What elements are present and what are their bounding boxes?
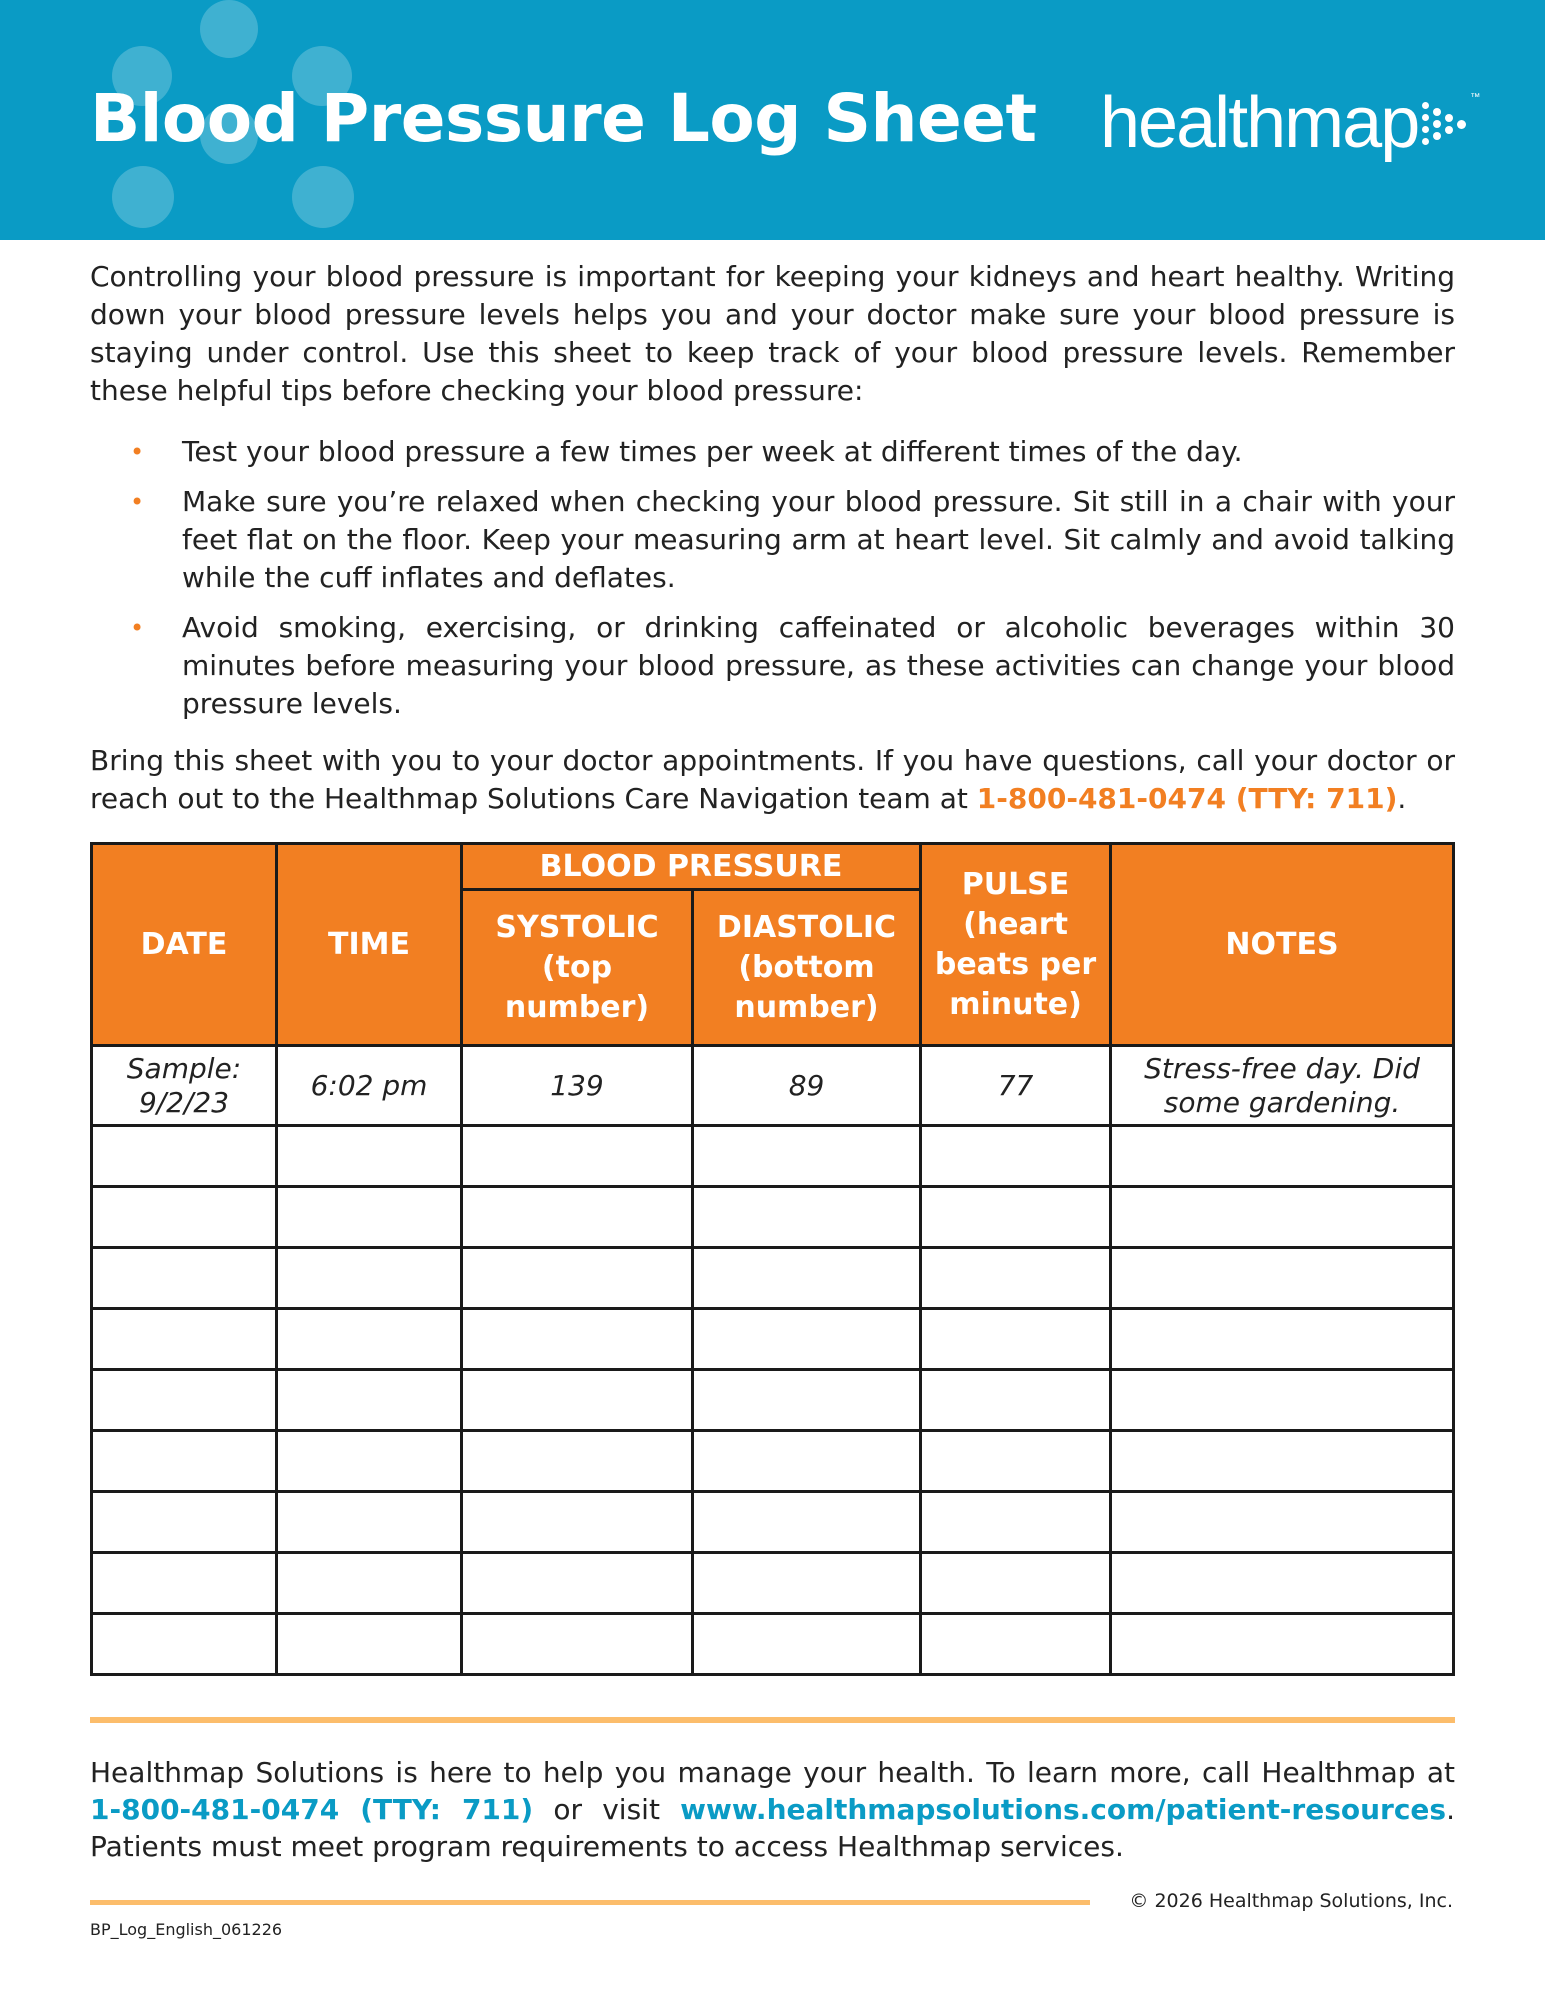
systolic-entry-cell[interactable]: [462, 1370, 693, 1431]
notes-entry-cell[interactable]: [1111, 1248, 1454, 1309]
footer-paragraph: [90, 1754, 1455, 1865]
notes-entry-cell[interactable]: [1111, 1370, 1454, 1431]
time-entry-cell[interactable]: [277, 1248, 462, 1309]
date-entry-cell[interactable]: [92, 1187, 277, 1248]
closing-paragraph: [90, 742, 1455, 818]
date-entry-cell[interactable]: [92, 1553, 277, 1614]
notes-entry-cell[interactable]: [1111, 1553, 1454, 1614]
column-header-pulse: PULSE (heart beats per minute): [921, 844, 1111, 1046]
systolic-entry-cell[interactable]: [462, 1553, 693, 1614]
pulse-entry-cell[interactable]: [921, 1553, 1111, 1614]
healthmap-logo: [1100, 78, 1480, 168]
column-header-notes: NOTES: [1111, 844, 1454, 1046]
footer-phone-link[interactable]: 1-800-481-0474 (TTY: 711): [90, 1793, 534, 1826]
footer-text-3: . Patients must meet program requirements to access Healthmap services.: [90, 1793, 1455, 1863]
empty-log-row: [92, 1553, 1454, 1614]
time-entry-cell[interactable]: [277, 1553, 462, 1614]
tip-item: [90, 483, 1455, 597]
footer-text-1: Healthmap Solutions is here to help you manage your health. To learn more, call Healthmap at: [90, 1756, 1455, 1789]
footer-divider: [90, 1717, 1455, 1723]
tip-text: Avoid smoking, exercising, or drinking caffeinated or alcoholic beverages within 30 minutes before measuring your blood pressure, as these activities can change your blood pressure levels.: [182, 611, 1455, 720]
copyright-notice: © 2026 Healthmap Solutions, Inc.: [1129, 1890, 1453, 1912]
bullet-icon: •: [130, 438, 145, 466]
time-entry-cell[interactable]: [277, 1187, 462, 1248]
notes-entry-cell[interactable]: [1111, 1431, 1454, 1492]
systolic-entry-cell[interactable]: [462, 1492, 693, 1553]
closing-text: Bring this sheet with you to your doctor appointments. If you have questions, call your doctor or reach out to the Healthmap Solutions Care Navigation team at: [90, 744, 1455, 815]
time-entry-cell[interactable]: [277, 1126, 462, 1187]
systolic-entry-cell[interactable]: [462, 1187, 693, 1248]
pulse-entry-cell[interactable]: [921, 1492, 1111, 1553]
logo-dots-icon: [1422, 100, 1470, 164]
decorative-dot: [292, 166, 354, 228]
sample-diastolic-cell: 89: [693, 1046, 921, 1126]
date-entry-cell[interactable]: [92, 1248, 277, 1309]
systolic-entry-cell[interactable]: [462, 1431, 693, 1492]
diastolic-entry-cell[interactable]: [693, 1431, 921, 1492]
time-entry-cell[interactable]: [277, 1370, 462, 1431]
time-entry-cell[interactable]: [277, 1614, 462, 1675]
notes-entry-cell[interactable]: [1111, 1614, 1454, 1675]
systolic-entry-cell[interactable]: [462, 1126, 693, 1187]
diastolic-entry-cell[interactable]: [693, 1309, 921, 1370]
systolic-entry-cell[interactable]: [462, 1614, 693, 1675]
diastolic-entry-cell[interactable]: [693, 1553, 921, 1614]
empty-log-row: [92, 1492, 1454, 1553]
pulse-entry-cell[interactable]: [921, 1126, 1111, 1187]
diastolic-entry-cell[interactable]: [693, 1187, 921, 1248]
tip-text: Make sure you’re relaxed when checking your blood pressure. Sit still in a chair with your feet flat on the floor. Keep your measuring arm at heart level. Sit calmly and avoid talking while the cuff inflates and deflates.: [182, 485, 1455, 594]
decorative-dot: [200, 0, 258, 58]
column-header-date: DATE: [92, 844, 277, 1046]
intro-paragraph: Controlling your blood pressure is important for keeping your kidneys and heart healthy. Writing down your blood pressure levels helps you and your doctor make sure your blood pressure is staying under control. Use this sheet to keep track of your blood pressure levels. Remember these helpful tips before checking your blood pressure:: [90, 260, 1455, 407]
pulse-entry-cell[interactable]: [921, 1614, 1111, 1675]
footer-text-2: or visit: [533, 1793, 681, 1826]
column-header-systolic: SYSTOLIC (top number): [462, 890, 693, 1046]
time-entry-cell[interactable]: [277, 1492, 462, 1553]
systolic-entry-cell[interactable]: [462, 1248, 693, 1309]
diastolic-entry-cell[interactable]: [693, 1126, 921, 1187]
empty-log-row: [92, 1370, 1454, 1431]
bullet-icon: •: [130, 488, 145, 516]
decorative-dot: [112, 166, 174, 228]
column-header-diastolic: DIASTOLIC (bottom number): [693, 890, 921, 1046]
date-entry-cell[interactable]: [92, 1370, 277, 1431]
tips-list: [90, 433, 1455, 735]
tip-item: [90, 609, 1455, 723]
sample-time-cell: 6:02 pm: [277, 1046, 462, 1126]
time-entry-cell[interactable]: [277, 1431, 462, 1492]
pulse-entry-cell[interactable]: [921, 1248, 1111, 1309]
blood-pressure-log-table: [90, 842, 1455, 1676]
bullet-icon: •: [130, 614, 145, 642]
pulse-entry-cell[interactable]: [921, 1370, 1111, 1431]
pulse-entry-cell[interactable]: [921, 1187, 1111, 1248]
column-header-time: TIME: [277, 844, 462, 1046]
diastolic-entry-cell[interactable]: [693, 1492, 921, 1553]
pulse-entry-cell[interactable]: [921, 1431, 1111, 1492]
empty-log-row: [92, 1614, 1454, 1675]
sample-notes-cell: Stress-free day. Did some gardening.: [1111, 1046, 1454, 1126]
empty-log-row: [92, 1309, 1454, 1370]
column-group-blood-pressure: BLOOD PRESSURE: [462, 844, 921, 890]
empty-log-row: [92, 1248, 1454, 1309]
notes-entry-cell[interactable]: [1111, 1126, 1454, 1187]
header-banner: [0, 0, 1545, 240]
diastolic-entry-cell[interactable]: [693, 1614, 921, 1675]
date-entry-cell[interactable]: [92, 1431, 277, 1492]
logo-wordmark: healthmap: [1100, 83, 1419, 163]
tip-text: Test your blood pressure a few times per week at different times of the day.: [182, 435, 1243, 468]
notes-entry-cell[interactable]: [1111, 1309, 1454, 1370]
date-entry-cell[interactable]: [92, 1309, 277, 1370]
closing-period: .: [1397, 782, 1407, 815]
diastolic-entry-cell[interactable]: [693, 1248, 921, 1309]
sample-date-cell: Sample: 9/2/23: [92, 1046, 277, 1126]
notes-entry-cell[interactable]: [1111, 1187, 1454, 1248]
tip-item: [90, 433, 1455, 471]
date-entry-cell[interactable]: [92, 1126, 277, 1187]
logo-trademark: ™: [1470, 92, 1481, 103]
pulse-entry-cell[interactable]: [921, 1309, 1111, 1370]
document-code: BP_Log_English_061226: [90, 1920, 283, 1939]
empty-log-row: [92, 1126, 1454, 1187]
bottom-divider: [90, 1900, 1090, 1905]
date-entry-cell[interactable]: [92, 1614, 277, 1675]
sample-pulse-cell: 77: [921, 1046, 1111, 1126]
diastolic-entry-cell[interactable]: [693, 1370, 921, 1431]
patient-resources-link[interactable]: www.healthmapsolutions.com/patient-resources: [680, 1793, 1447, 1826]
page-title: Blood Pressure Log Sheet: [90, 80, 1037, 157]
time-entry-cell[interactable]: [277, 1309, 462, 1370]
systolic-entry-cell[interactable]: [462, 1309, 693, 1370]
care-navigation-phone: 1-800-481-0474 (TTY: 711): [976, 782, 1398, 815]
date-entry-cell[interactable]: [92, 1492, 277, 1553]
sample-systolic-cell: 139: [462, 1046, 693, 1126]
sample-row: [92, 1046, 1454, 1126]
empty-log-row: [92, 1187, 1454, 1248]
empty-log-row: [92, 1431, 1454, 1492]
notes-entry-cell[interactable]: [1111, 1492, 1454, 1553]
